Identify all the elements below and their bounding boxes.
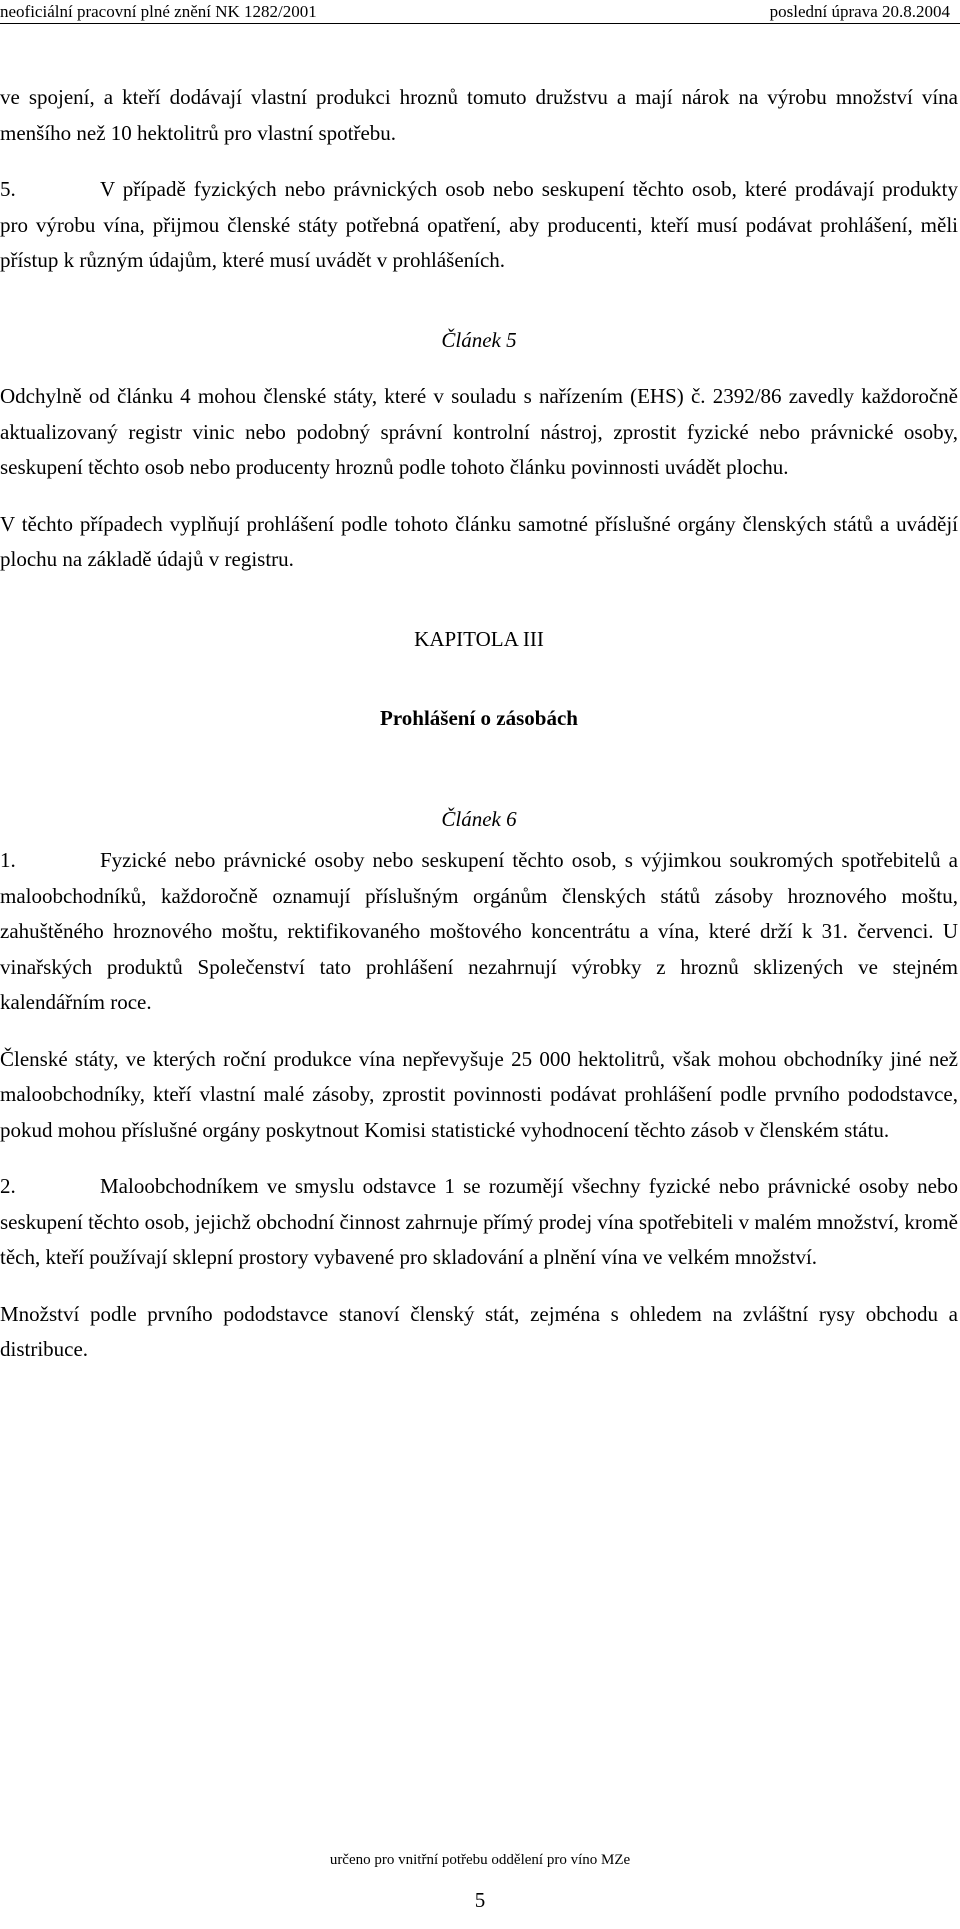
paragraph-5 xyxy=(0,172,958,279)
article-6-paragraph-3-text: Maloobchodníkem ve smyslu odstavce 1 se rozumějí všechny fyzické nebo právnické osoby nebo seskupení těchto osob, jejichž obchodní činnost zahrnuje přímý prodej vína spotřebiteli v malém množství, kromě těch, kteří používají sklepní prostory vybavené pro skladování a plnění vína ve velkém množství. xyxy=(0,1174,958,1269)
paragraph-continuation: ve spojení, a kteří dodávají vlastní produkci hroznů tomuto družstvu a mají nárok na výrobu množství vína menšího než 10 hektolitrů pro vlastní spotřebu. xyxy=(0,85,958,145)
paragraph-5-text: V případě fyzických nebo právnických osob nebo seskupení těchto osob, které prodávají produkty pro výrobu vína, přijmou členské státy potřebná opatření, aby producenti, kteří musí podávat prohlášení, měli přístup k různým údajům, které musí uvádět v prohlášeních. xyxy=(0,177,958,272)
article-5-heading: Článek 5 xyxy=(441,327,517,352)
page-header xyxy=(0,2,960,22)
article-5-paragraph-2: V těchto případech vyplňují prohlášení podle tohoto článku samotné příslušné orgány členských států a uvádějí plochu na základě údajů v registru. xyxy=(0,511,958,571)
article-6-paragraph-1 xyxy=(0,843,958,1021)
header-divider xyxy=(0,23,960,24)
article-6-paragraph-4: Množství podle prvního pododstavce stanoví členský stát, zejména s ohledem na zvláštní rysy obchodu a distribuce. xyxy=(0,1301,958,1361)
article-6-paragraph-3 xyxy=(0,1169,958,1276)
document-body xyxy=(0,80,958,1368)
article-6-paragraph-2: Členské státy, ve kterých roční produkce vína nepřevyšuje 25 000 hektolitrů, však mohou obchodníky jiné než maloobchodníky, kteří vlastní malé zásoby, zprostit povinnosti podávat prohlášení podle prvního pododstavce, pokud mohou příslušné orgány poskytnout Komisi statistické vyhodnocení těchto zásob v členském státu. xyxy=(0,1046,958,1142)
header-right-text: poslední úprava 20.8.2004 xyxy=(769,2,950,21)
article-6-paragraph-1-text: Fyzické nebo právnické osoby nebo seskupení těchto osob, s výjimkou soukromých spotřebitelů a maloobchodníků, každoročně oznamují příslušným orgánům členských států zásoby hroznového moštu, zahuštěného hroznového moštu, rektifikovaného moštového koncentrátu a vína, které drží k 31. červenci. U vinařských produktů Společenství tato prohlášení nezahrnují výrobky z hroznů sklizených ve stejném kalendářním roce. xyxy=(0,848,958,1014)
article-5-paragraph-1: Odchylně od článku 4 mohou členské státy, které v souladu s nařízením (EHS) č. 2392/86 zavedly každoročně aktualizovaný registr vinic nebo podobný správní kontrolní nástroj, zprostit fyzické nebo právnické osoby, seskupení těchto osob nebo producenty hroznů podle tohoto článku povinnosti uvádět plochu. xyxy=(0,384,958,479)
article-6-heading: Článek 6 xyxy=(441,806,517,831)
paragraph-number: 5. xyxy=(0,177,16,201)
footer-note: určeno pro vnitřní potřebu oddělení pro víno MZe xyxy=(329,1852,631,1868)
header-left-text: neoficiální pracovní plné znění NK 1282/2001 xyxy=(0,2,317,21)
chapter-title: Prohlášení o zásobách xyxy=(380,706,578,730)
paragraph-number: 1. xyxy=(0,848,16,872)
paragraph-number: 2. xyxy=(0,1174,16,1198)
chapter-heading: KAPITOLA III xyxy=(414,626,544,651)
page-number: 5 xyxy=(474,1888,486,1912)
